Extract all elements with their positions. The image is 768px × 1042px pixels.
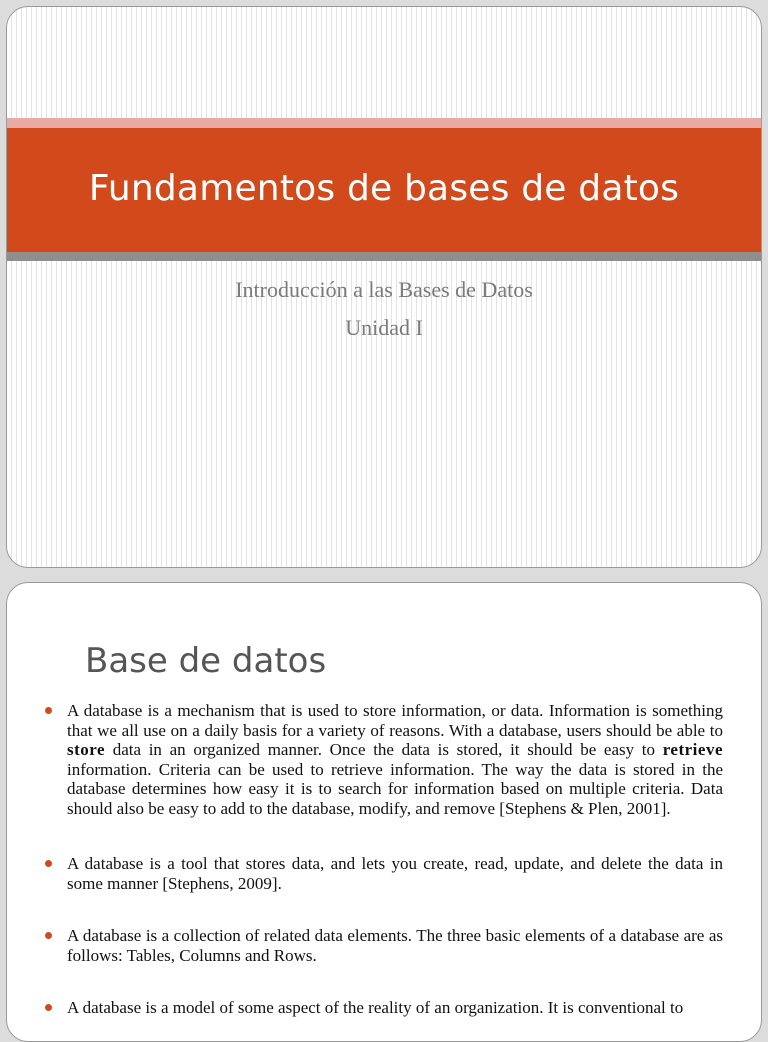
accent-strip-top: [7, 118, 761, 128]
title-slide: [6, 6, 762, 568]
bullet-text: A database is a model of some aspect of the reality of an organization. It is conventional to: [67, 998, 684, 1017]
bullet-list: [43, 701, 723, 1018]
bullet-text: data in an organized manner. Once the data is stored, it should be easy to: [105, 740, 663, 759]
bullet-item: [43, 998, 723, 1018]
bullet-item: [43, 701, 723, 818]
slide-heading: Base de datos: [85, 641, 327, 681]
subtitle-line-2: Unidad I: [345, 315, 423, 340]
bullet-dot-icon: [45, 860, 52, 867]
slide-title: Fundamentos de bases de datos: [88, 167, 680, 209]
bullet-text: A database is a tool that stores data, and lets you create, read, update, and delete the data in some manner [Stephens, 2009].: [67, 854, 723, 893]
accent-strip-bottom: [7, 252, 761, 261]
bullet-dot-icon: [45, 932, 52, 939]
bullet-bold-text: retrieve: [662, 740, 723, 759]
bullet-bold-text: store: [67, 740, 106, 759]
title-band: [7, 128, 761, 252]
bullet-text: information. Criteria can be used to retrieve information. The way the data is stored in the database determines how easy it is to search for information based on multiple criteria. Data should also be easy to add to the database, modify, and remove [Stephens & Plen, 2001].: [67, 759, 723, 818]
bullet-item: [43, 926, 723, 965]
content-slide: [6, 582, 762, 1042]
bullet-dot-icon: [45, 707, 52, 714]
subtitle-line-1: Introducción a las Bases de Datos: [235, 277, 533, 302]
bullet-dot-icon: [45, 1004, 52, 1011]
bullet-text: A database is a collection of related data elements. The three basic elements of a database are as follows: Tables, Columns and Rows.: [67, 926, 723, 965]
bullet-text: A database is a mechanism that is used to store information, or data. Information is something that we all use on a daily basis for a variety of reasons. With a database, users should be able to: [67, 701, 723, 740]
bullet-item: [43, 854, 723, 893]
